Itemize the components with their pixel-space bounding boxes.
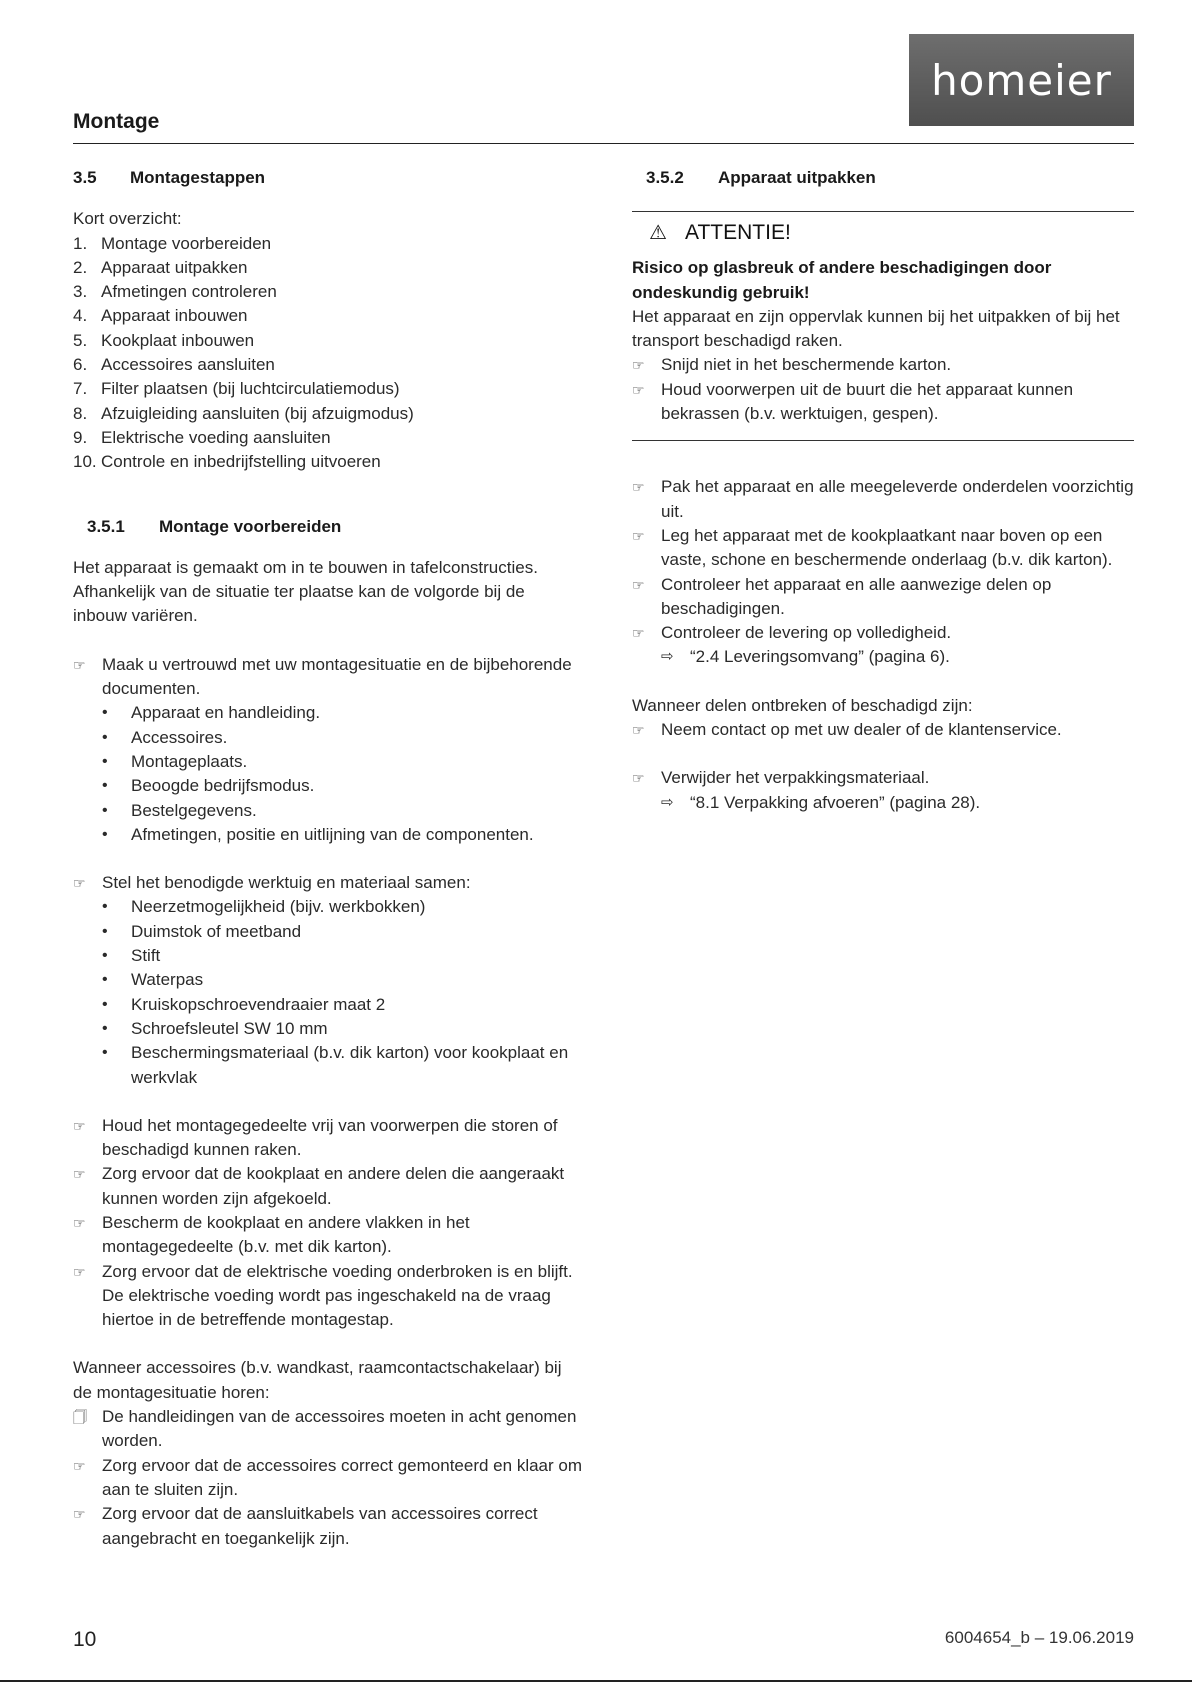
pointing-hand-icon: ☞ bbox=[73, 1457, 86, 1474]
list-item: 8. Afzuigleiding aansluiten (bij afzuigmodus) bbox=[73, 403, 414, 423]
list-item: • Beschermingsmateriaal (b.v. dik karton) voor kookplaat en werkvlak bbox=[102, 1043, 569, 1087]
list-item: 3. Afmetingen controleren bbox=[73, 282, 277, 302]
action-step: ☞ Pak het apparaat en alle meegeleverde onderdelen voorzichtig uit. bbox=[632, 475, 1134, 524]
list-item: 10. Controle en inbedrijfstelling uitvoeren bbox=[73, 452, 381, 472]
action-step: ☞ Controleer het apparaat en alle aanwezige delen op beschadigingen. bbox=[632, 573, 1134, 622]
left-column bbox=[73, 166, 583, 1551]
warning-title: ATTENTIE! bbox=[685, 221, 791, 245]
subsection-heading bbox=[87, 515, 583, 539]
right-column bbox=[632, 166, 1134, 815]
bullet-list bbox=[73, 701, 583, 847]
accessories-intro: Wanneer accessoires (b.v. wandkast, raamcontactschakelaar) bij de montagesituatie horen: bbox=[73, 1358, 562, 1402]
list-item: • Neerzetmogelijkheid (bijv. werkbokken) bbox=[102, 897, 426, 917]
cross-reference[interactable]: ⇨ “8.1 Verpakking afvoeren” (pagina 28). bbox=[632, 791, 1134, 815]
action-step: ☞ Leg het apparaat met de kookplaatkant naar boven op een vaste, schone en beschermende onderlaag (b.v. dik karton). bbox=[632, 524, 1134, 573]
list-item: 5. Kookplaat inbouwen bbox=[73, 330, 255, 350]
brand-logo: homeier bbox=[909, 34, 1134, 126]
pointing-hand-icon: ☞ bbox=[632, 722, 645, 739]
document-note: 🗍 De handleidingen van de accessoires moeten in acht genomen worden. bbox=[73, 1405, 583, 1454]
intro-paragraph: Het apparaat is gemaakt om in te bouwen in tafelconstructies. Afhankelijk van de situatie ter plaatse kan de volgorde bij de inbouw variëren. bbox=[73, 557, 538, 626]
list-item: • Kruiskopschroevendraaier maat 2 bbox=[102, 994, 386, 1014]
list-item: 7. Filter plaatsen (bij luchtcirculatiemodus) bbox=[73, 379, 400, 399]
section-heading bbox=[73, 166, 583, 190]
list-item: 1. Montage voorbereiden bbox=[73, 233, 272, 253]
overview-list bbox=[73, 232, 583, 475]
action-step: ☞ Houd het montagegedeelte vrij van voorwerpen die storen of beschadigd kunnen raken. bbox=[73, 1114, 583, 1163]
arrow-right-icon: ⇨ bbox=[661, 648, 674, 666]
list-item: • Schroefsleutel SW 10 mm bbox=[102, 1018, 328, 1038]
pointing-hand-icon: ☞ bbox=[73, 656, 86, 673]
pointing-hand-icon: ☞ bbox=[73, 1214, 86, 1231]
action-step: ☞ Zorg ervoor dat de aansluitkabels van accessoires correct aangebracht en toegankelijk zijn. bbox=[73, 1502, 583, 1551]
pointing-hand-icon: ☞ bbox=[632, 625, 645, 642]
list-item: • Waterpas bbox=[102, 970, 204, 990]
overview-label: Kort overzicht: bbox=[73, 209, 182, 229]
pointing-hand-icon: ☞ bbox=[73, 1506, 86, 1523]
list-item: • Afmetingen, positie en uitlijning van de componenten. bbox=[102, 824, 534, 844]
subsection-number: 3.5.2 bbox=[646, 168, 684, 187]
section-title: Montagestappen bbox=[130, 168, 266, 187]
pointing-hand-icon: ☞ bbox=[632, 576, 645, 593]
list-item: • Bestelgegevens. bbox=[102, 800, 257, 820]
title-divider bbox=[73, 143, 1134, 144]
warning-text: Het apparaat en zijn oppervlak kunnen bij het uitpakken of bij het transport beschadigd raken. bbox=[632, 306, 1120, 351]
pointing-hand-icon: ☞ bbox=[73, 1263, 86, 1280]
pointing-hand-icon: ☞ bbox=[73, 1117, 86, 1134]
document-reference: 6004654_b – 19.06.2019 bbox=[944, 1628, 1134, 1647]
cross-reference[interactable]: ⇨ “2.4 Leveringsomvang” (pagina 6). bbox=[632, 645, 1134, 669]
document-icon: 🗍 bbox=[73, 1409, 87, 1426]
section-number: 3.5 bbox=[73, 168, 97, 187]
subsection-title: Montage voorbereiden bbox=[159, 516, 342, 536]
pointing-hand-icon: ☞ bbox=[632, 770, 645, 787]
pointing-hand-icon: ☞ bbox=[73, 1166, 86, 1183]
list-item: • Duimstok of meetband bbox=[102, 921, 302, 941]
arrow-right-icon: ⇨ bbox=[661, 793, 674, 811]
warning-headline: Risico op glasbreuk of andere beschadigingen door ondeskundig gebruik! bbox=[632, 258, 1052, 302]
list-item: • Apparaat en handleiding. bbox=[102, 703, 321, 723]
action-step: ☞ Controleer de levering op volledigheid. bbox=[632, 621, 1134, 645]
action-step: ☞ Snijd niet in het beschermende karton. bbox=[632, 353, 1134, 377]
list-item: • Montageplaats. bbox=[102, 751, 248, 771]
missing-intro: Wanneer delen ontbreken of beschadigd zijn: bbox=[632, 695, 973, 715]
action-step: ☞ Zorg ervoor dat de elektrische voeding onderbroken is en blijft. De elektrische voeding wordt pas ingeschakeld na de vraag hiertoe in de betreffende montagestap. bbox=[73, 1260, 583, 1333]
subsection-title: Apparaat uitpakken bbox=[718, 168, 876, 187]
list-item: • Accessoires. bbox=[102, 727, 228, 747]
list-item: 4. Apparaat inbouwen bbox=[73, 306, 248, 326]
pointing-hand-icon: ☞ bbox=[632, 479, 645, 496]
bottom-divider bbox=[0, 1680, 1192, 1682]
list-item: 2. Apparaat uitpakken bbox=[73, 257, 248, 277]
subsection-number: 3.5.1 bbox=[87, 516, 125, 536]
bullet-list bbox=[73, 895, 583, 1089]
page-number: 10 bbox=[73, 1628, 97, 1651]
list-item: 6. Accessoires aansluiten bbox=[73, 355, 275, 375]
list-item: 9. Elektrische voeding aansluiten bbox=[73, 427, 331, 447]
action-step: ☞ Neem contact op met uw dealer of de klantenservice. bbox=[632, 718, 1134, 742]
warning-triangle-icon: ⚠ bbox=[649, 222, 667, 245]
pointing-hand-icon: ☞ bbox=[632, 527, 645, 544]
action-step: ☞ Zorg ervoor dat de kookplaat en andere delen die aangeraakt kunnen worden zijn afgekoeld. bbox=[73, 1162, 583, 1211]
pointing-hand-icon: ☞ bbox=[73, 875, 86, 892]
page-title: Montage bbox=[73, 110, 160, 133]
action-step: ☞ Houd voorwerpen uit de buurt die het apparaat kunnen bekrassen (b.v. werktuigen, gespen). bbox=[632, 378, 1134, 427]
warning-heading bbox=[632, 218, 1134, 248]
subsection-heading bbox=[646, 166, 1134, 190]
action-step: ☞ Maak u vertrouwd met uw montagesituatie en de bijbehorende documenten. bbox=[73, 653, 583, 702]
pointing-hand-icon: ☞ bbox=[632, 381, 645, 398]
list-item: • Stift bbox=[102, 946, 161, 966]
list-item: • Beoogde bedrijfsmodus. bbox=[102, 776, 315, 796]
action-step: ☞ Bescherm de kookplaat en andere vlakken in het montagegedeelte (b.v. met dik karton). bbox=[73, 1211, 583, 1260]
action-step: ☞ Verwijder het verpakkingsmateriaal. bbox=[632, 766, 1134, 790]
action-step: ☞ Stel het benodigde werktuig en materiaal samen: bbox=[73, 871, 583, 895]
action-step: ☞ Zorg ervoor dat de accessoires correct gemonteerd en klaar om aan te sluiten zijn. bbox=[73, 1454, 583, 1503]
warning-box bbox=[632, 211, 1134, 441]
pointing-hand-icon: ☞ bbox=[632, 357, 645, 374]
